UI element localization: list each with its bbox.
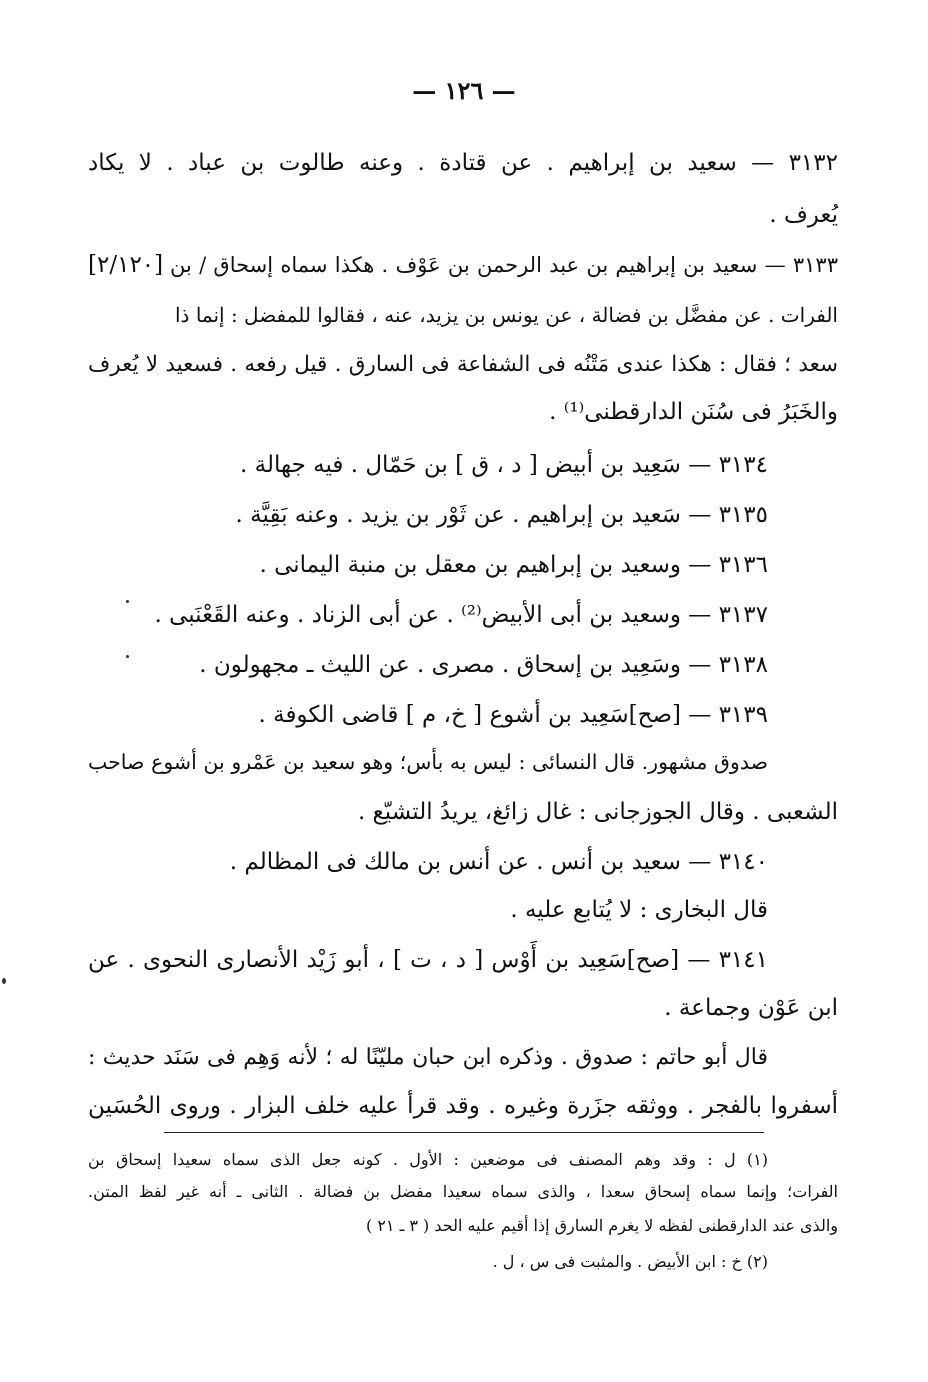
- entry-3135: ٣١٣٥ — سَعيد بن إبراهيم . عن ثَوْر بن يزيد . وعنه بَقِيَّة .: [235, 502, 768, 528]
- entry-3132-line-2: يُعرف .: [769, 202, 838, 228]
- entry-3139-note-line-1: صدوق مشهور. قال النسائى : ليس به بأس؛ وهو سعيد بن عَمْرو بن أشوع صاحب: [88, 750, 768, 774]
- footnote-2: (٢) خ : ابن الأبيض . والمثبت فى س ، ل .: [492, 1252, 768, 1271]
- entry-3139-note-line-2: الشعبى . وقال الجوزجانى : غال زائغ، يريدُ التشيّع .: [357, 799, 838, 825]
- entry-3141-note-line-2: أسفروا بالفجر . ووثقه جزَرة وغيره . وقد قرأ عليه خلف البزار . وروى الحُسَين: [88, 1093, 838, 1119]
- footnote-divider: [164, 1132, 764, 1133]
- entry-3138: ٣١٣٨ — وسَعِيد بن إسحاق . مصرى . عن الليث ـ مجهولون .: [199, 652, 768, 678]
- entry-3133-line-2: الفرات . عن مفضَّل بن فضالة ، عن يونس بن يزيد، عنه ، فقالوا للمفضل : إنما ذا: [175, 303, 838, 327]
- entry-3133-line-4: والخَبَرُ فى سُنَن الدارقطنى⁽¹⁾ .: [549, 399, 838, 425]
- footnote-1-line-2: الفرات؛ وإنما سماه إسحاق سعدا ، والذى سماه سعيدا مفضل بن فضالة . الثانى ـ أنه غير لفظ المتن.: [88, 1182, 838, 1201]
- entry-3140-note: قال البخارى : لا يُتابع عليه .: [510, 897, 768, 923]
- entry-3141-line-2: ابن عَوْن وجماعة .: [664, 995, 838, 1021]
- entry-3137: ٣١٣٧ — وسعيد بن أبى الأبيض⁽²⁾ . عن أبى الزناد . وعنه القَعْنَبى .: [154, 602, 768, 628]
- entry-3141-line-1: ٣١٤١ — [صح]سَعِيد بن أَوْس [ د ، ت ] ، أبو زَيْد الأنصارى النحوى . عن: [88, 947, 768, 973]
- page-number: — ١٢٦ —: [412, 76, 516, 105]
- margin-folio-note: [٢/١٢٠]: [88, 252, 164, 278]
- scan-speck: [2, 978, 6, 984]
- footnote-1-line-1: (١) ل : وقد وهم المصنف فى موضعين : الأول . كونه جعل الذى سماه سعيدا إسحاق بن: [88, 1150, 768, 1169]
- entry-3133-line-1: ٣١٣٣ — سعيد بن إبراهيم بن عبد الرحمن بن عَوْف . هكذا سماه إسحاق / بن: [170, 253, 838, 277]
- footnote-1-line-3: والذى عند الدارقطنى لفظه لا يغرم السارق إذا أقيم عليه الحد ( ٣ ـ ٢١ ): [365, 1216, 838, 1235]
- entry-3141-note-line-1: قال أبو حاتم : صدوق . وذكره ابن حبان مليّنًا له ؛ لأنه وَهِم فى سَنَد حديث :: [88, 1045, 768, 1070]
- entry-3140: ٣١٤٠ — سعيد بن أنس . عن أنس بن مالك فى المظالم .: [229, 849, 768, 875]
- entry-3132-line-1: ٣١٣٢ — سعيد بن إبراهيم . عن قتادة . وعنه طالوت بن عباد . لا يكاد: [88, 150, 838, 176]
- scan-speck: [126, 655, 129, 658]
- entry-3134: ٣١٣٤ — سَعِيد بن أبيض [ د ، ق ] بن حَمّال . فيه جهالة .: [240, 452, 768, 478]
- entry-3133-line-3: سعد ؛ فقال : هكذا عندى مَتْنُه فى الشفاعة فى السارق . قيل رفعه . فسعيد لا يُعرف: [88, 352, 838, 377]
- scan-speck: [126, 600, 129, 603]
- entry-3139: ٣١٣٩ — [صح]سَعِيد بن أشوع [ خ، م ] قاضى الكوفة .: [258, 702, 768, 728]
- entry-3136: ٣١٣٦ — وسعيد بن إبراهيم بن معقل بن منبة اليمانى .: [259, 552, 768, 578]
